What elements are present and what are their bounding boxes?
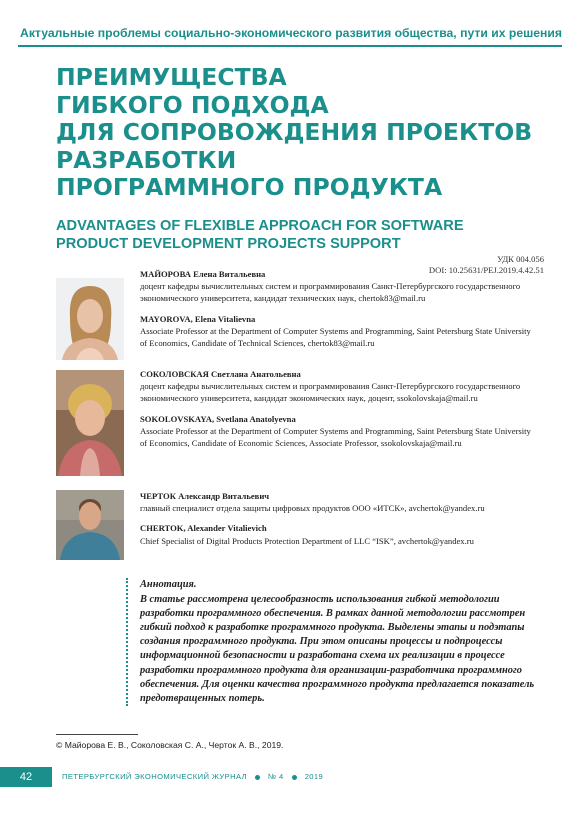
- author-affiliation-ru: главный специалист отдела защиты цифровых продуктов ООО «ИТСК», avchertok@yandex.ru: [140, 503, 485, 514]
- author-photo: [56, 370, 124, 476]
- author-name-en: CHERTOK, Alexander Vitalievich: [140, 523, 267, 534]
- bullet-icon: [292, 775, 297, 780]
- copyright-footnote: © Майорова Е. В., Соколовская С. А., Черток А. В., 2019.: [56, 740, 284, 750]
- author-photo: [56, 278, 124, 360]
- title-ru-line: ПРЕИМУЩЕСТВА: [56, 63, 287, 91]
- udk-code: УДК 004.056: [497, 254, 544, 264]
- article-title-en: [56, 218, 556, 253]
- page-footer: [0, 767, 580, 787]
- author-surname-ru: СОКОЛОВСКАЯ: [140, 369, 209, 379]
- title-ru-line: ДЛЯ СОПРОВОЖДЕНИЯ ПРОЕКТОВ: [56, 118, 533, 146]
- title-en-line: ADVANTAGES OF FLEXIBLE APPROACH FOR SOFTWARE: [56, 218, 464, 234]
- title-ru-line: ГИБКОГО ПОДХОДА: [56, 90, 329, 119]
- author-surname-ru: ЧЕРТОК: [140, 491, 176, 501]
- author-affiliation-ru: доцент кафедры вычислительных систем и программирования Санкт-Петербургского государственного экономического университета, кандидат технических наук, chertok83@mail.ru: [140, 281, 521, 304]
- author-2: [140, 368, 540, 449]
- author-affiliation-en: Associate Professor at the Department of Computer Systems and Programming, Saint Petersburg State University of Economics, Candidate of Economic Sciences, Associate Professor, ssokolovskaja@mail.ru: [140, 425, 531, 449]
- author-affiliation-en: Chief Specialist of Digital Products Protection Department of LLC “ISK”, avchertok@yandex.ru: [140, 535, 474, 546]
- footnote-divider: [56, 734, 138, 735]
- author-surname-ru: МАЙОРОВА: [140, 269, 191, 279]
- journal-name: ПЕТЕРБУРГСКИЙ ЭКОНОМИЧЕСКИЙ ЖУРНАЛ: [62, 772, 247, 781]
- author-given-ru: Елена Витальевна: [193, 269, 266, 279]
- bullet-icon: [255, 775, 260, 780]
- journal-issue: № 4: [268, 772, 284, 781]
- author-given-ru: Светлана Анатольевна: [211, 369, 301, 379]
- journal-year: 2019: [304, 772, 324, 781]
- journal-info: [62, 767, 323, 787]
- author-name-en: SOKOLOVSKAYA, Svetlana Anatolyevna: [140, 413, 296, 424]
- running-header: Актуальные проблемы социально-экономического развития общества, пути их решения: [18, 26, 562, 47]
- abstract-label: Аннотация.: [140, 579, 197, 590]
- author-given-ru: Александр Витальевич: [178, 491, 270, 501]
- abstract: [126, 578, 554, 706]
- author-1: [140, 268, 540, 349]
- author-affiliation-ru: доцент кафедры вычислительных систем и программирования Санкт-Петербургского государственного экономического университета, кандидат экономических наук, доцент, ssokolovskaja@mail.ru: [140, 381, 521, 404]
- title-en-line: PRODUCT DEVELOPMENT PROJECTS SUPPORT: [56, 235, 401, 252]
- author-3: [140, 490, 540, 547]
- abstract-text: В статье рассмотрена целесообразность использования гибкой методологии разработки программного обеспечения. В рамках данной методологии рассмотрен гибкий подход к разработке программного продукта. Выделены этапы и подэтапы создания программного продукта. При этом описаны процессы и подпроцессы информационной безопасности и разработана схема их реализации в процессе разработки программного продукта для организации-разработчика программного обеспечения. Для оценки качества программного продукта предлагается показатель предотвращенных потерь.: [140, 594, 535, 704]
- author-affiliation-en: Associate Professor at the Department of Computer Systems and Programming, Saint Petersburg State University of Economics, Candidate of Technical Sciences, chertok83@mail.ru: [140, 325, 531, 349]
- author-name-en: MAYOROVA, Elena Vitalievna: [140, 313, 256, 324]
- title-ru-line: РАЗРАБОТКИ: [56, 145, 237, 174]
- page-number: 42: [0, 767, 52, 787]
- title-ru-line: ПРОГРАММНОГО ПРОДУКТА: [56, 173, 443, 201]
- author-photo: [56, 490, 124, 560]
- doi: DOI: 10.25631/PEJ.2019.4.42.51: [428, 264, 544, 275]
- article-title-ru: [56, 64, 556, 202]
